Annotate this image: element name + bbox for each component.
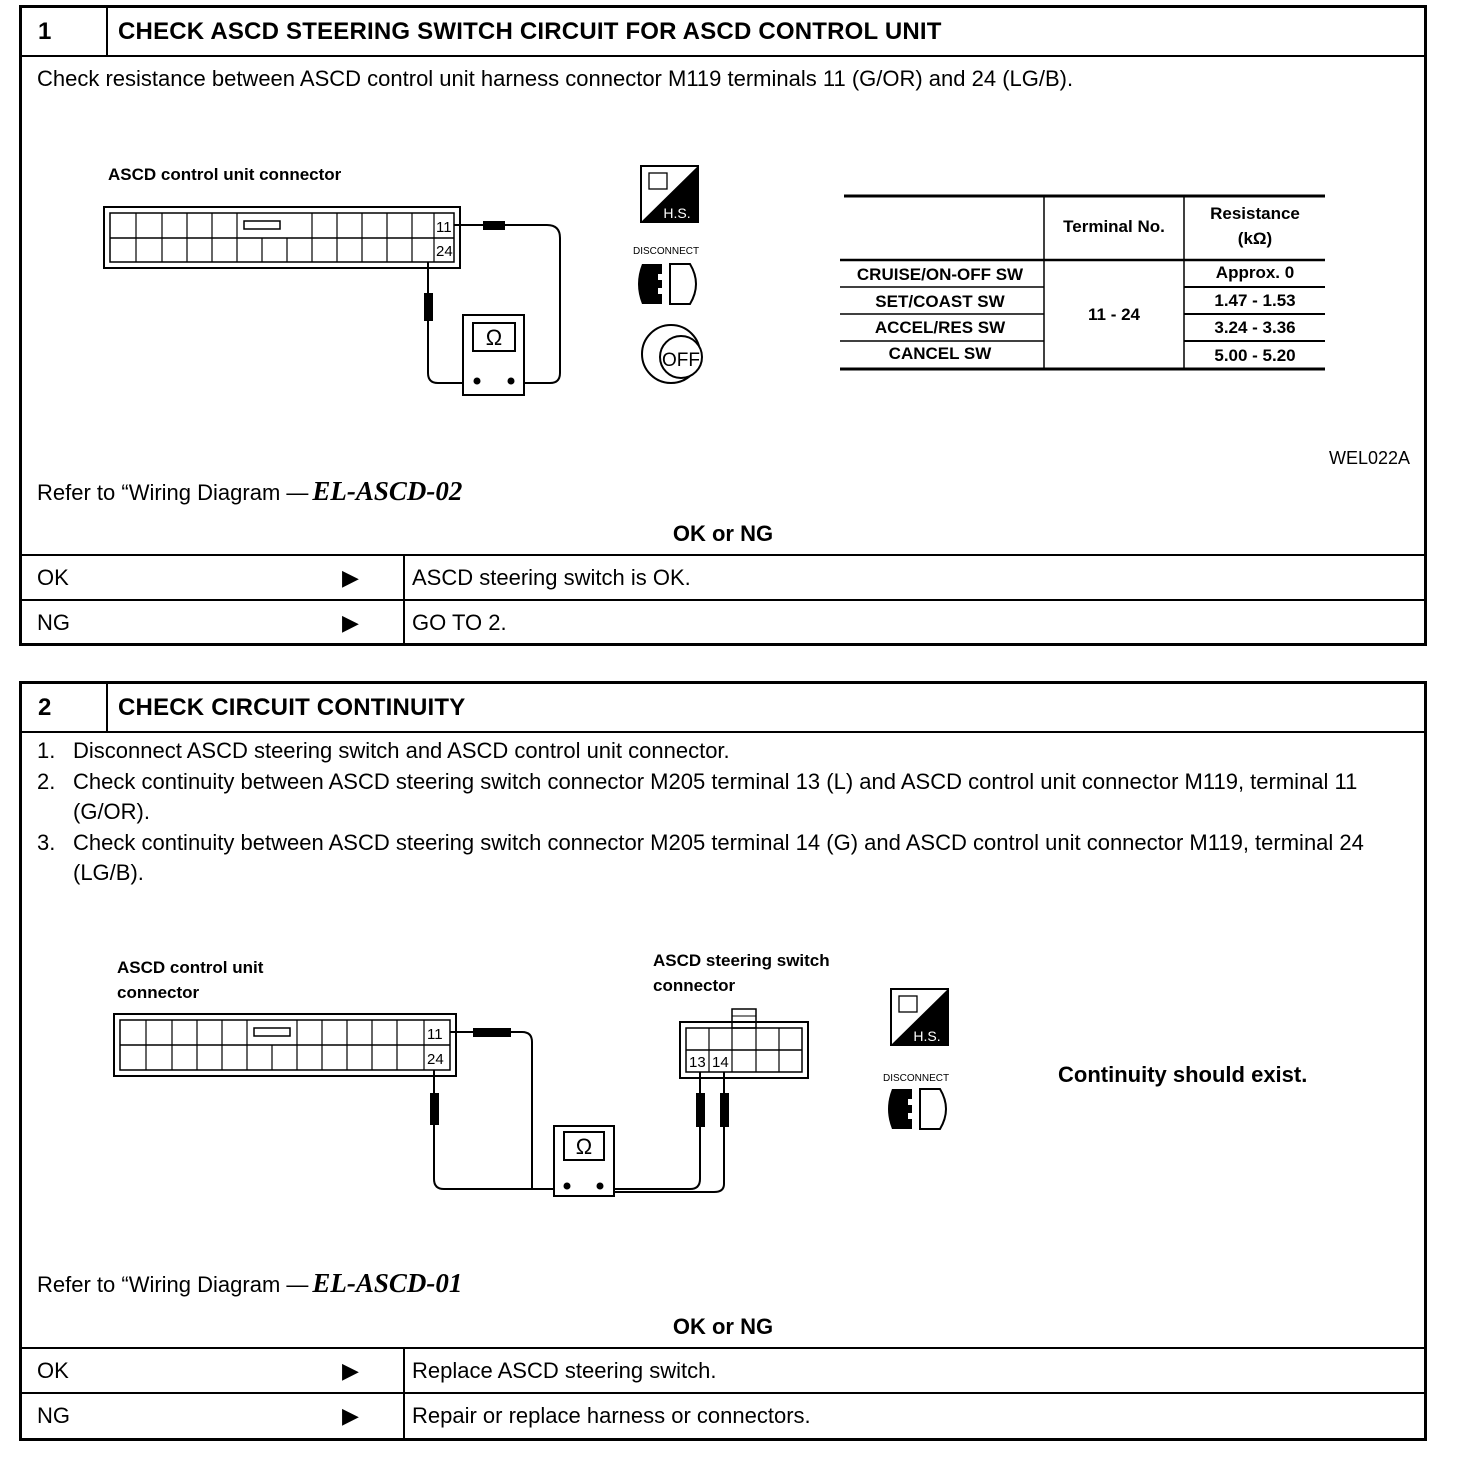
terminal-13: 13 (689, 1054, 706, 1071)
disconnect-icon (633, 246, 699, 304)
result-label: OK (37, 1358, 69, 1383)
step-2-box (19, 681, 1427, 1441)
header-terminal-no: Terminal No. (1063, 217, 1165, 236)
resistance-table (840, 196, 1325, 369)
svg-text:connector: connector (117, 983, 200, 1002)
resistance-check-diagram (22, 8, 1424, 478)
step-instruction: Check resistance between ASCD control unit harness connector M119 terminals 11 (G/OR) and 24 (LG/B). (37, 66, 1074, 91)
result-row-ng (22, 599, 1424, 645)
refer-text: Refer to “Wiring Diagram — (37, 1272, 309, 1297)
switch-name: SET/COAST SW (875, 292, 1005, 311)
terminal-11: 11 (427, 1026, 443, 1043)
header-resistance-unit: (kΩ) (1237, 229, 1273, 248)
switch-name: CANCEL SW (888, 344, 992, 363)
ohm-symbol: Ω (485, 325, 503, 350)
continuity-check-diagram (22, 684, 1424, 1244)
terminal-11: 11 (436, 219, 452, 236)
hand-safety-icon (641, 166, 698, 222)
step-1-box (19, 5, 1427, 646)
step-title: CHECK CIRCUIT CONTINUITY (118, 694, 466, 721)
svg-text:H.S.: H.S. (663, 205, 691, 221)
step-title: CHECK ASCD STEERING SWITCH CIRCUIT FOR ASCD CONTROL UNIT (118, 18, 942, 45)
ohmmeter (463, 315, 524, 395)
ok-or-ng-label: OK or NG (672, 1314, 774, 1339)
figure-id: WEL022A (1328, 448, 1410, 468)
svg-text:DISCONNECT: DISCONNECT (883, 1073, 950, 1084)
result-row-ok (22, 554, 1424, 600)
switch-name: ACCEL/RES SW (874, 318, 1006, 337)
result-label: NG (37, 610, 70, 635)
resistance-value: 3.24 - 3.36 (1214, 318, 1296, 337)
step-number: 1 (22, 8, 108, 55)
terminal-24: 24 (427, 1051, 444, 1068)
control-unit-connector (104, 207, 460, 268)
terminal-24: 24 (436, 243, 453, 260)
result-action: Repair or replace harness or connectors. (412, 1403, 811, 1428)
resistance-value: Approx. 0 (1215, 263, 1295, 282)
control-unit-connector-label: ASCD control unit (117, 958, 264, 977)
svg-text:H.S.: H.S. (913, 1028, 941, 1044)
terminal-value: 11 - 24 (1088, 305, 1140, 324)
switch-name: CRUISE/ON-OFF SW (856, 265, 1024, 284)
disconnect-icon (883, 1073, 949, 1129)
resistance-value: 1.47 - 1.53 (1214, 291, 1296, 310)
header-resistance: Resistance (1210, 204, 1300, 223)
wiring-diagram-reference (37, 476, 462, 507)
connector-label: ASCD control unit connector (108, 165, 342, 184)
wiring-diagram-reference (37, 1268, 462, 1299)
arrow-icon: ▶ (342, 565, 359, 590)
svg-text:connector: connector (653, 976, 736, 995)
result-action: Replace ASCD steering switch. (412, 1358, 717, 1383)
resistance-value: 5.00 - 5.20 (1214, 346, 1296, 365)
result-row-ok (22, 1347, 1424, 1393)
switch-connector-label: ASCD steering switch (653, 951, 830, 970)
diagram-code-link[interactable]: EL-ASCD-01 (312, 1268, 463, 1298)
list-item: 2. Check continuity between ASCD steering switch connector M205 terminal 13 (L) and ASCD control unit connector M119, terminal 11 (G/OR). (37, 768, 1358, 824)
result-action: GO TO 2. (412, 610, 507, 635)
ohm-symbol: Ω (575, 1134, 593, 1159)
result-label: OK (37, 565, 69, 590)
svg-text:DISCONNECT: DISCONNECT (633, 246, 700, 257)
control-unit-connector (114, 1014, 456, 1076)
arrow-icon: ▶ (342, 1403, 359, 1428)
continuity-note: Continuity should exist. (1058, 1062, 1308, 1087)
list-item: 3. Check continuity between ASCD steering switch connector M205 terminal 14 (G) and ASCD control unit connector M119, terminal 24 (LG/B). (37, 829, 1364, 885)
terminal-14: 14 (712, 1054, 729, 1071)
arrow-icon: ▶ (342, 610, 359, 635)
svg-text:OFF: OFF (662, 350, 700, 371)
ohmmeter (554, 1126, 614, 1196)
ok-or-ng-label: OK or NG (672, 521, 774, 546)
ignition-off-icon (642, 325, 702, 383)
result-action: ASCD steering switch is OK. (412, 565, 691, 590)
result-label: NG (37, 1403, 70, 1428)
refer-text: Refer to “Wiring Diagram — (37, 480, 309, 505)
result-row-ng (22, 1392, 1424, 1438)
diagram-code-link[interactable]: EL-ASCD-02 (312, 476, 463, 506)
step-number: 2 (22, 684, 108, 731)
list-item: 1. Disconnect ASCD steering switch and ASCD control unit connector. (37, 738, 730, 763)
arrow-icon: ▶ (342, 1358, 359, 1383)
hand-safety-icon (891, 989, 948, 1045)
